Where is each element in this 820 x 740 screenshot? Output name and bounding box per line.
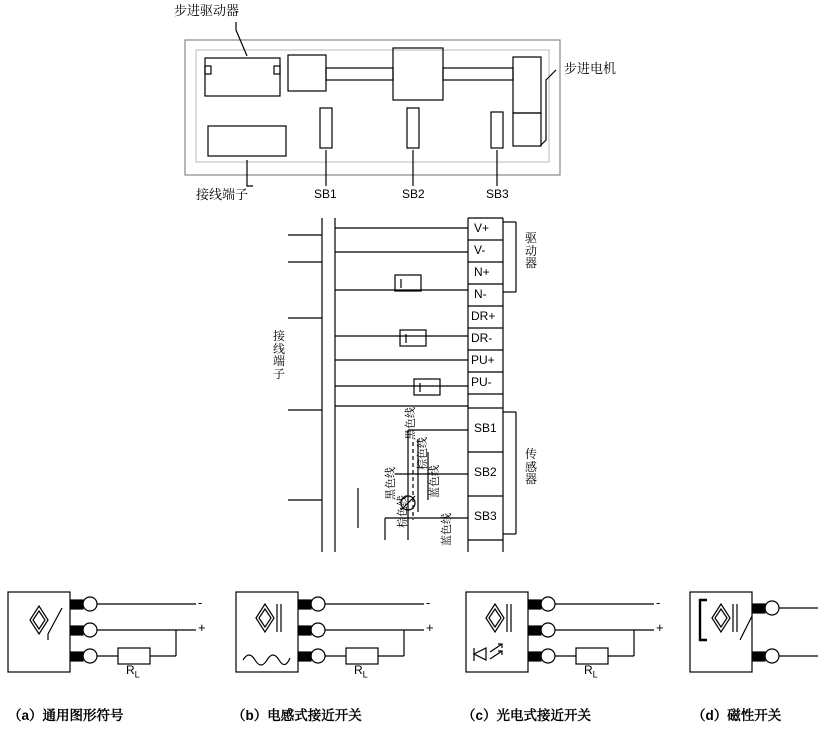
load-label-a: $R_L$ — [126, 663, 140, 680]
terminal-sb3: SB3 — [474, 509, 497, 523]
load-sub-b: L — [362, 669, 368, 680]
terminal-pu-plus: PU+ — [471, 353, 495, 367]
polarity-minus-b: - — [426, 595, 431, 610]
terminal-pu-minus: PU- — [471, 375, 492, 389]
label-sb1-top: SB1 — [314, 187, 337, 201]
label-sb2-top: SB2 — [402, 187, 425, 201]
label-stepper-motor: 步进电机 — [564, 61, 617, 76]
polarity-plus-c: + — [656, 620, 664, 635]
note-wire-brown-2: 棕色线 — [397, 495, 409, 528]
note-wire-brown-1: 棕色线 — [417, 437, 429, 470]
label-sb3-top: SB3 — [486, 187, 509, 201]
note-wire-black-1: 黑色线 — [405, 407, 417, 440]
polarity-minus-a: - — [198, 595, 203, 610]
terminal-dr-minus: DR- — [471, 331, 493, 345]
note-wire-black-2: 黑色线 — [385, 467, 397, 500]
caption-b: （b）电感式接近开关 — [232, 708, 362, 723]
label-stepper-driver: 步进驱动器 — [174, 3, 240, 18]
terminal-n-plus: N+ — [474, 265, 490, 279]
terminal-v-plus: V+ — [474, 221, 490, 235]
label-driver-group: 驱动器 — [524, 231, 537, 271]
terminal-v-minus: V- — [474, 243, 486, 257]
load-sub-a: L — [134, 669, 140, 680]
terminal-sb1: SB1 — [474, 421, 497, 435]
load-label-c: $R_L$ — [584, 663, 598, 680]
caption-d: （d）磁性开关 — [692, 708, 782, 723]
load-sub-c: L — [592, 669, 598, 680]
load-label-b: $R_L$ — [354, 663, 368, 680]
polarity-minus-c: - — [656, 595, 661, 610]
terminal-sb2: SB2 — [474, 465, 497, 479]
note-wire-blue-1: 蓝色线 — [429, 465, 441, 498]
terminal-n-minus: N- — [474, 287, 487, 301]
polarity-plus-a: + — [198, 620, 206, 635]
label-terminal-strip-vertical: 接线端子 — [272, 329, 285, 381]
caption-a: （a）通用图形符号 — [8, 708, 124, 723]
note-wire-blue-2: 蓝色线 — [441, 513, 453, 546]
terminal-dr-plus: DR+ — [471, 309, 496, 323]
polarity-plus-b: + — [426, 620, 434, 635]
label-wiring-terminal: 接线端子 — [196, 187, 249, 202]
caption-c: （c）光电式接近开关 — [462, 708, 592, 723]
label-sensor-group: 传感器 — [524, 447, 537, 487]
